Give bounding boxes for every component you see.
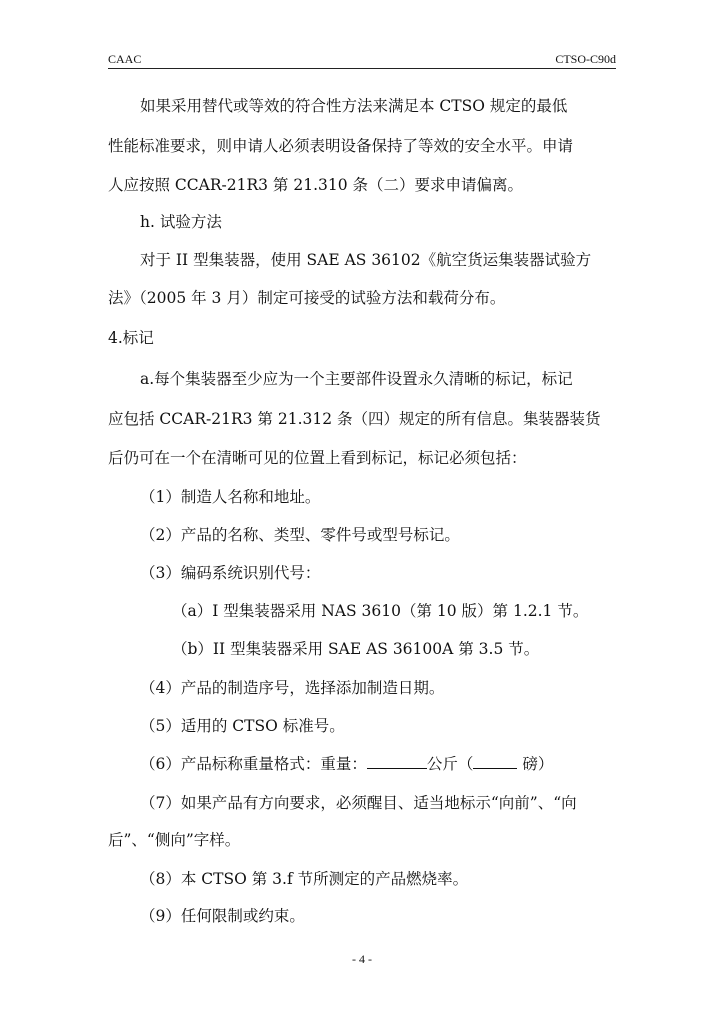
weight-kg-blank (367, 754, 427, 769)
list-item-weight-format (108, 754, 648, 774)
section-heading-4: 4.标记 (108, 329, 154, 347)
header-doc-id: CTSO-C90d (555, 52, 616, 66)
header-divider (108, 68, 616, 69)
page-number: - 4 - (352, 952, 372, 966)
list-item: （4）产品的制造序号，选择添加制造日期。 (140, 679, 445, 697)
list-item: （8）本 CTSO 第 3.f 节所测定的产品燃烧率。 (140, 870, 469, 888)
list-item: （1）制造人名称和地址。 (140, 488, 321, 506)
paragraph-line: 人应按照 CCAR-21R3 第 21.310 条（二）要求申请偏离。 (108, 176, 524, 194)
list-item: （9）任何限制或约束。 (140, 907, 305, 925)
sub-list-item: （a）I 型集装器采用 NAS 3610（第 10 版）第 1.2.1 节。 (172, 602, 589, 620)
weight-lb-blank (473, 754, 517, 769)
paragraph-line: 应包括 CCAR-21R3 第 21.312 条（四）规定的所有信息。集装器装货 (108, 410, 601, 428)
sub-list-item: （b）II 型集装器采用 SAE AS 36100A 第 3.5 节。 (172, 640, 540, 658)
list-item: （3）编码系统识别代号： (140, 564, 321, 582)
header-org: CAAC (108, 52, 142, 66)
paragraph-line: a.每个集装器至少应为一个主要部件设置永久清晰的标记，标记 (140, 370, 573, 388)
paragraph-line: 如果采用替代或等效的符合性方法来满足本 CTSO 规定的最低 (140, 97, 568, 115)
list-item: （7）如果产品有方向要求，必须醒目、适当地标示“向前”、“向 (140, 794, 577, 812)
weight-label: （6）产品标称重量格式：重量： (140, 755, 367, 773)
paragraph-line: 后”、“侧向”字样。 (108, 831, 241, 849)
paragraph-line: 性能标准要求，则申请人必须表明设备保持了等效的安全水平。申请 (108, 137, 574, 155)
paragraph-line: 法》（2005 年 3 月）制定可接受的试验方法和载荷分布。 (108, 289, 506, 307)
list-item: （2）产品的名称、类型、零件号或型号标记。 (140, 526, 460, 544)
weight-kg-unit: 公斤（ (426, 755, 474, 773)
list-item: （5）适用的 CTSO 标准号。 (140, 717, 345, 735)
paragraph-line: 对于 II 型集装器，使用 SAE AS 36102《航空货运集装器试验方 (140, 251, 592, 269)
paragraph-line: 后仍可在一个在清晰可见的位置上看到标记，标记必须包括： (108, 449, 527, 467)
weight-lb-unit: 磅） (517, 755, 554, 773)
section-heading-h: h. 试验方法 (140, 213, 222, 231)
